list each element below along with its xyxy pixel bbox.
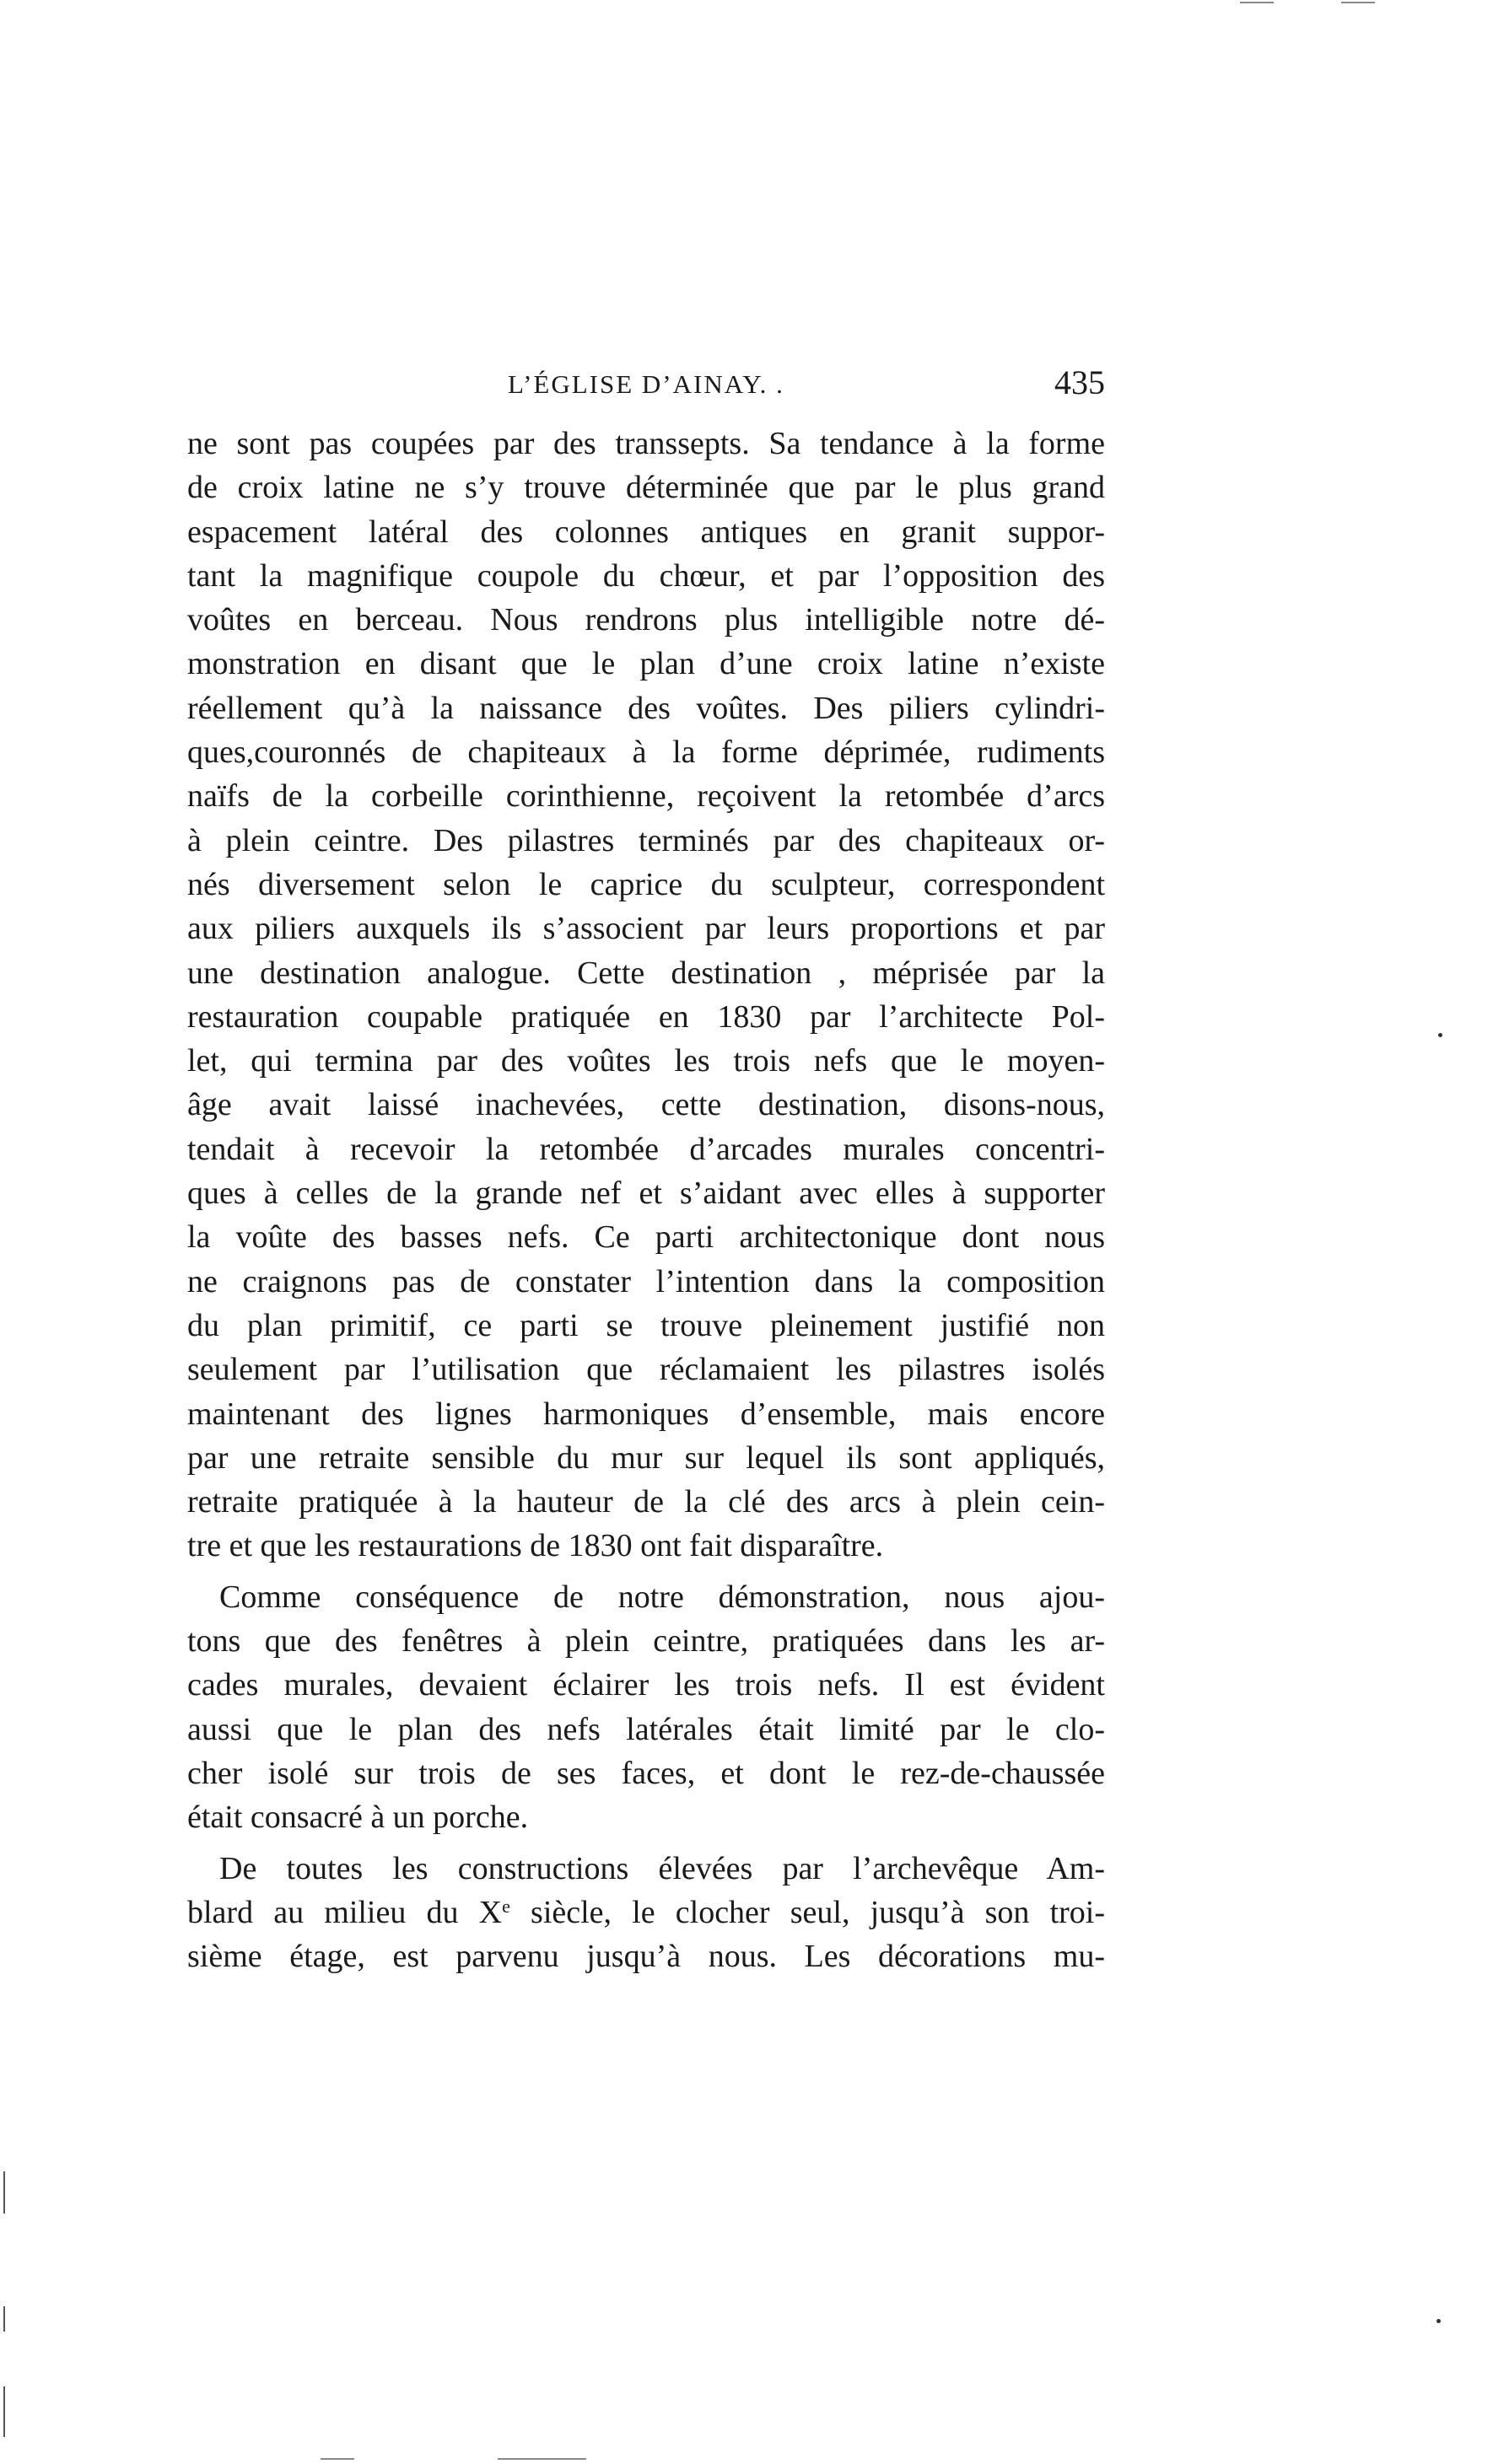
text-line: seulement par l’utilisation que réclamaient les pilastres isolés <box>187 1352 1105 1388</box>
margin-mark <box>3 2306 5 2332</box>
text-line: tons que des fenêtres à plein ceintre, pratiquées dans les ar- <box>187 1623 1105 1660</box>
text-line: restauration coupable pratiquée en 1830 par l’architecte Pol- <box>187 998 1105 1035</box>
text-line <box>187 1891 1105 1934</box>
text-line: tant la magnifique coupole du chœur, et par l’opposition des <box>187 557 1105 594</box>
text-line: aux piliers auxquels ils s’associent par leurs proportions et par <box>187 911 1105 947</box>
scan-rule-top-right <box>1341 2 1375 3</box>
text-line: tre et que les restaurations de 1830 ont fait disparaître. <box>187 1528 884 1564</box>
text-line: par une retraite sensible du mur sur lequel ils sont appliqués, <box>187 1439 1105 1476</box>
margin-mark <box>3 2171 5 2214</box>
text-line: nés diversement selon le caprice du sculpteur, correspondent <box>187 866 1105 902</box>
text-line: une destination analogue. Cette destination , méprisée par la <box>187 955 1105 991</box>
text-line: De toutes les constructions élevées par l’archevêque Am- <box>219 1850 1105 1886</box>
text-line: cher isolé sur trois de ses faces, et dont le rez-de-chaussée <box>187 1755 1105 1791</box>
text-line: voûtes en berceau. Nous rendrons plus intelligible notre dé- <box>187 602 1105 638</box>
page-number: 435 <box>1054 363 1105 401</box>
text-line: de croix latine ne s’y trouve déterminée que par le plus grand <box>187 470 1105 506</box>
text-fragment: blard au milieu du X <box>187 1894 503 1930</box>
text-line: espacement latéral des colonnes antiques en granit suppor- <box>187 514 1105 550</box>
superscript: e <box>502 1895 510 1917</box>
text-line: naïfs de la corbeille corinthienne, reçoivent la retombée d’arcs <box>187 778 1105 815</box>
scan-rule-bottom <box>498 2458 586 2460</box>
text-line: réellement qu’à la naissance des voûtes. Des piliers cylindri- <box>187 690 1105 726</box>
text-line: let, qui termina par des voûtes les trois nefs que le moyen- <box>187 1043 1105 1079</box>
text-line: monstration en disant que le plan d’une croix latine n’existe <box>187 646 1105 682</box>
paragraph-2 <box>187 1575 1105 1840</box>
text-fragment: siècle, le clocher seul, jusqu’à son troi- <box>509 1894 1105 1930</box>
scan-rule-top-right <box>1240 2 1274 3</box>
body-text <box>187 422 1105 1978</box>
paragraph-3 <box>187 1847 1105 1979</box>
margin-mark <box>3 2386 5 2437</box>
text-line: cades murales, devaient éclairer les trois nefs. Il est évident <box>187 1667 1105 1703</box>
running-title: L’ÉGLISE D’AINAY. . <box>508 369 784 399</box>
scan-speck <box>1436 2319 1441 2323</box>
text-line: maintenant des lignes harmoniques d’ensemble, mais encore <box>187 1396 1105 1432</box>
scan-rule-bottom <box>321 2458 354 2460</box>
text-line: Comme conséquence de notre démonstration, nous ajou- <box>219 1579 1105 1615</box>
page-header <box>187 363 1105 413</box>
text-line: était consacré à un porche. <box>187 1800 529 1836</box>
text-line: aussi que le plan des nefs latérales était limité par le clo- <box>187 1711 1105 1747</box>
paragraph-gap <box>187 1840 1105 1847</box>
paragraph-1 <box>187 422 1105 1568</box>
text-line: ne craignons pas de constater l’intention dans la composition <box>187 1263 1105 1299</box>
text-line: retraite pratiquée à la hauteur de la clé des arcs à plein cein- <box>187 1484 1105 1520</box>
text-line: la voûte des basses nefs. Ce parti architectonique dont nous <box>187 1219 1105 1256</box>
text-line: du plan primitif, ce parti se trouve pleinement justifié non <box>187 1307 1105 1343</box>
paragraph-gap <box>187 1568 1105 1575</box>
scan-speck <box>1438 1033 1442 1037</box>
text-line: ques à celles de la grande nef et s’aidant avec elles à supporter <box>187 1176 1105 1212</box>
text-line: âge avait laissé inachevées, cette destination, disons-nous, <box>187 1087 1105 1123</box>
text-line: à plein ceintre. Des pilastres terminés par des chapiteaux or- <box>187 822 1105 858</box>
text-line: tendait à recevoir la retombée d’arcades murales concentri- <box>187 1131 1105 1167</box>
text-line: ne sont pas coupées par des transsepts. Sa tendance à la forme <box>187 426 1105 461</box>
text-line: ques,couronnés de chapiteaux à la forme déprimée, rudiments <box>187 734 1105 771</box>
text-line: sième étage, est parvenu jusqu’à nous. Les décorations mu- <box>187 1939 1105 1975</box>
